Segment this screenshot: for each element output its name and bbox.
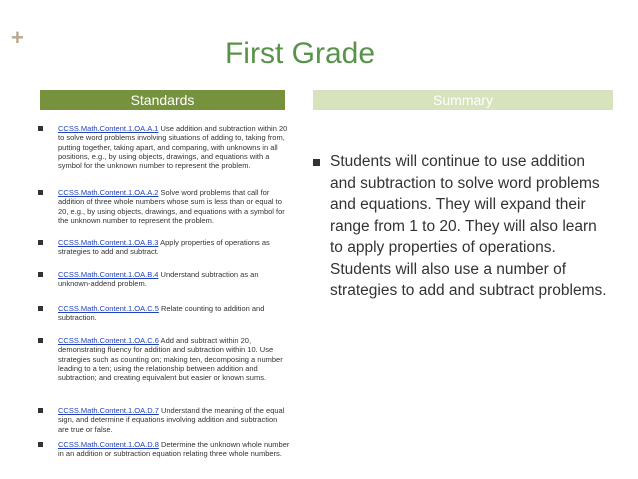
standard-item	[38, 238, 290, 257]
standard-item	[38, 188, 290, 225]
standard-item	[38, 336, 290, 382]
standard-description: Understand the meaning of the equal sign, and determine if equations involving addition and subtraction are true or false.	[58, 406, 285, 434]
summary-item	[313, 151, 613, 302]
bullet-icon	[38, 408, 43, 413]
standard-text	[58, 124, 290, 170]
bullet-icon	[38, 126, 43, 131]
slide-title	[0, 36, 600, 72]
standard-link[interactable]: CCSS.Math.Content.1.OA.C.6	[58, 336, 159, 345]
standard-text	[58, 440, 290, 459]
standard-link[interactable]: CCSS.Math.Content.1.OA.D.8	[58, 440, 159, 449]
bullet-icon	[38, 240, 43, 245]
standard-text	[58, 304, 290, 323]
standard-description: Relate counting to addition and subtraction.	[58, 304, 265, 323]
standard-link[interactable]: CCSS.Math.Content.1.OA.B.4	[58, 270, 159, 279]
standard-item	[38, 270, 290, 289]
standard-text	[58, 188, 290, 225]
standard-text	[58, 238, 290, 257]
standard-link[interactable]: CCSS.Math.Content.1.OA.A.1	[58, 124, 159, 133]
standard-link[interactable]: CCSS.Math.Content.1.OA.C.5	[58, 304, 159, 313]
standard-description: Understand subtraction as an unknown-addend problem.	[58, 270, 259, 289]
standard-description: Add and subtract within 20, demonstrating fluency for addition and subtraction within 10. Use strategies such as counting on; making ten, decomposing a number leading to a ten; using the relationship between addition and subtraction; and creating equivalent but easier or known sums.	[58, 336, 283, 383]
standard-item	[38, 124, 290, 170]
standard-link[interactable]: CCSS.Math.Content.1.OA.B.3	[58, 238, 159, 247]
standards-header: Standards	[40, 90, 285, 110]
bullet-icon	[38, 442, 43, 447]
standard-text	[58, 406, 290, 434]
summary-header: Summary	[313, 90, 613, 110]
standard-item	[38, 406, 290, 434]
standard-text	[58, 270, 290, 289]
standard-description: Determine the unknown whole number in an addition or subtraction equation relating three whole numbers.	[58, 440, 290, 459]
bullet-icon	[38, 338, 43, 343]
standard-item	[38, 440, 290, 459]
bullet-icon	[38, 306, 43, 311]
standard-description: Use addition and subtraction within 20 to solve word problems involving situations of adding to, taking from, putting together, taking apart, and comparing, with unknowns in all positions, e.g., by using objects, drawings, and equations with a symbol for the unknown number to represent the problem.	[58, 124, 288, 171]
standard-link[interactable]: CCSS.Math.Content.1.OA.A.2	[58, 188, 159, 197]
bullet-icon	[313, 159, 320, 166]
standard-description: Apply properties of operations as strategies to add and subtract.	[58, 238, 270, 257]
standard-link[interactable]: CCSS.Math.Content.1.OA.D.7	[58, 406, 159, 415]
bullet-icon	[38, 190, 43, 195]
summary-text: Students will continue to use addition and subtraction to solve word problems and equations. They will expand their range from 1 to 20. They will also learn to apply properties of operations. Students will also use a number of strategies to add and subtract problems.	[330, 153, 607, 299]
standard-text	[58, 336, 290, 382]
bullet-icon	[38, 272, 43, 277]
slide-title-text: First Grade	[224, 37, 376, 70]
plus-icon: +	[11, 25, 24, 50]
standard-item	[38, 304, 290, 323]
standard-description: Solve word problems that call for addition of three whole numbers whose sum is less than or equal to 20, e.g., by using objects, drawings, and equations with a symbol for the unknown number to represent the problem.	[58, 188, 285, 225]
